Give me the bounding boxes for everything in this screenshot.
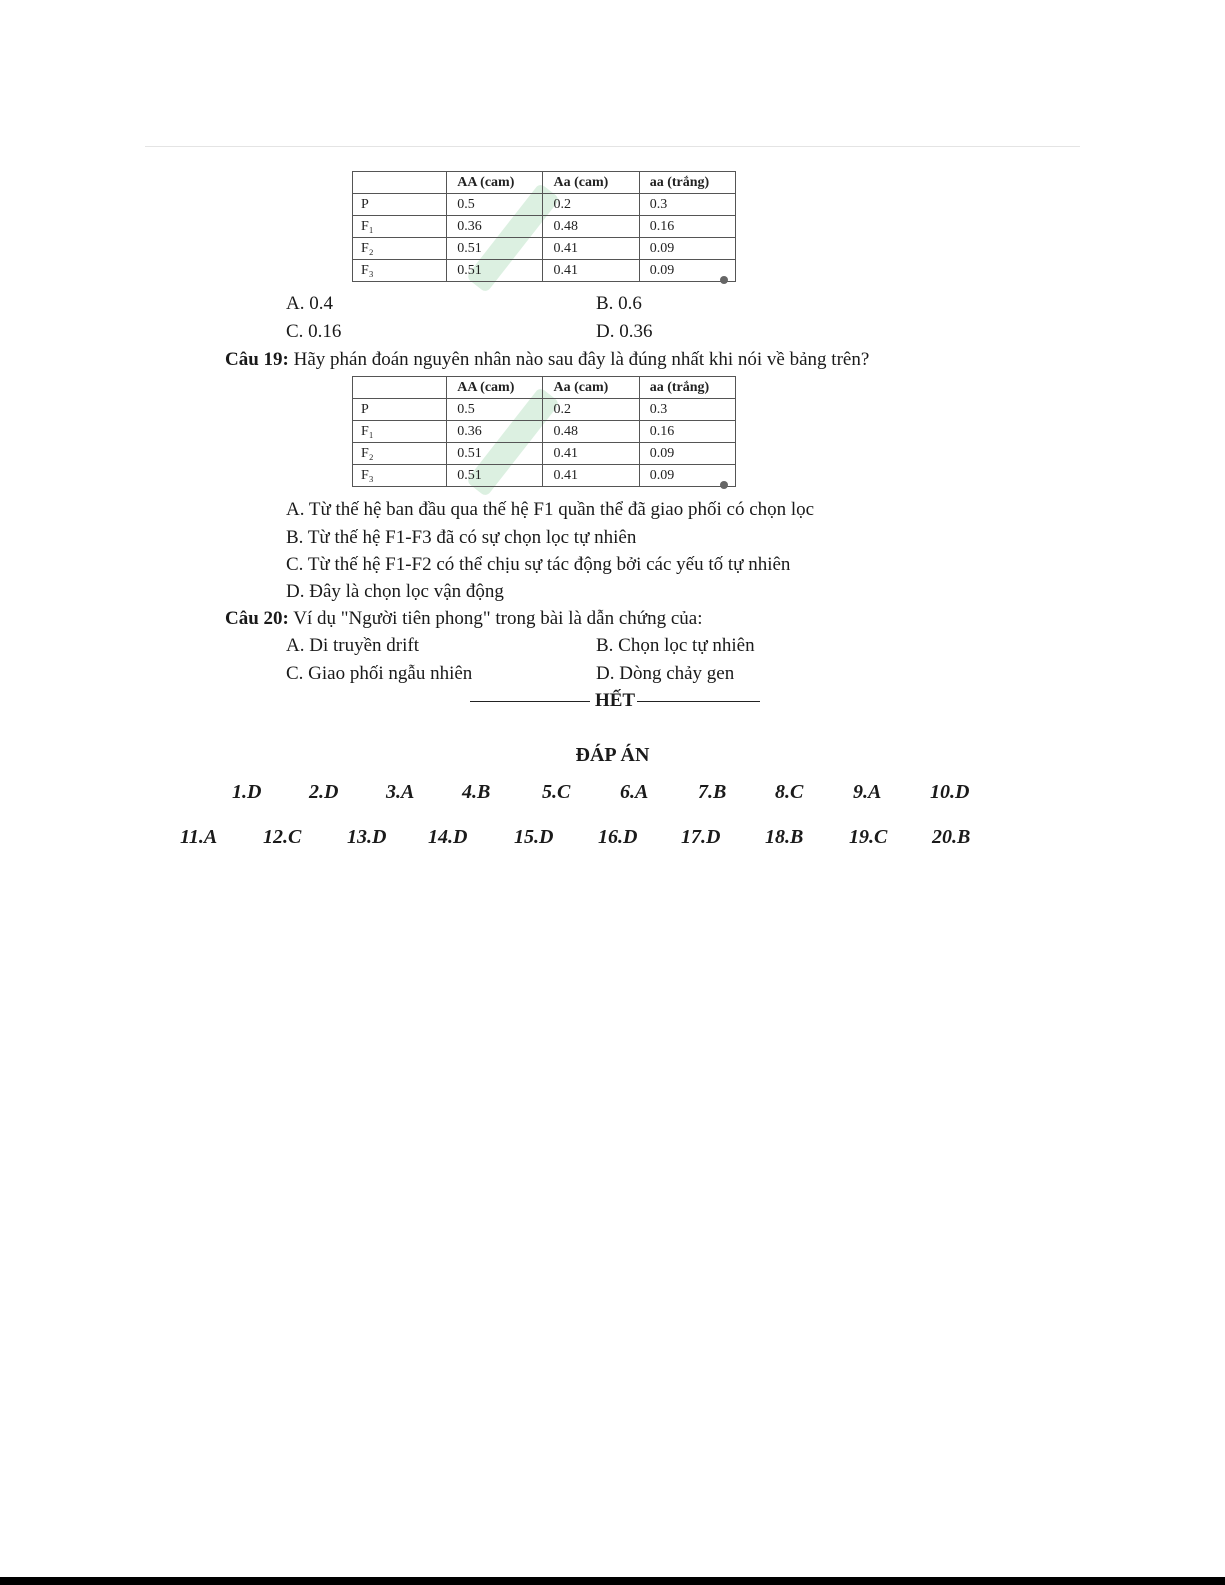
table-row xyxy=(353,194,736,216)
q20-label: Câu 20: xyxy=(225,608,289,629)
answer-item: 17.D xyxy=(681,826,721,848)
table-cell: F₃ xyxy=(353,260,447,282)
answer-item: 12.C xyxy=(263,826,302,848)
table-cell: 0.41 xyxy=(543,443,639,465)
table-cell: P xyxy=(353,399,447,421)
table-header-cell: aa (trắng) xyxy=(639,172,735,194)
table-cell: F₁ xyxy=(353,421,447,443)
table-cell: 0.51 xyxy=(447,465,543,487)
table-cell: 0.48 xyxy=(543,216,639,238)
table-cell: 0.51 xyxy=(447,260,543,282)
table-header-cell: Aa (cam) xyxy=(543,172,639,194)
table-header-cell: AA (cam) xyxy=(447,377,543,399)
bottom-bar xyxy=(0,1577,1225,1585)
answer-item: 19.C xyxy=(849,826,888,848)
table-cell: 0.09 xyxy=(639,238,735,260)
answer-item: 20.B xyxy=(932,826,971,848)
answer-item: 4.B xyxy=(462,781,491,803)
table-cell: F₁ xyxy=(353,216,447,238)
q18-option-b: B. 0.6 xyxy=(596,293,642,314)
end-marker xyxy=(470,690,760,714)
table-row xyxy=(353,421,736,443)
q19-option-c: C. Từ thế hệ F1-F2 có thể chịu sự tác động bởi các yếu tố tự nhiên xyxy=(286,554,791,575)
table-cell: 0.51 xyxy=(447,443,543,465)
table-header-row xyxy=(353,172,736,194)
table-cell: 0.5 xyxy=(447,399,543,421)
q19-option-a: A. Từ thế hệ ban đầu qua thế hệ F1 quần thể đã giao phối có chọn lọc xyxy=(286,499,815,520)
q20-option-c: C. Giao phối ngẫu nhiên xyxy=(286,663,473,684)
top-divider xyxy=(145,146,1080,147)
table-cell: F₂ xyxy=(353,238,447,260)
table-cell: 0.3 xyxy=(639,194,735,216)
table-cell: P xyxy=(353,194,447,216)
answer-item: 16.D xyxy=(598,826,638,848)
table-cell: 0.09 xyxy=(639,260,735,282)
q18-option-a: A. 0.4 xyxy=(286,293,333,314)
answer-item: 3.A xyxy=(386,781,415,803)
table-header-cell: aa (trắng) xyxy=(639,377,735,399)
genotype-table-2 xyxy=(352,376,736,487)
q19-option-d: D. Đây là chọn lọc vận động xyxy=(286,581,504,602)
table-row xyxy=(353,260,736,282)
table-header-cell xyxy=(353,172,447,194)
answer-item: 5.C xyxy=(542,781,571,803)
q20-question xyxy=(225,607,702,631)
watermark-dot xyxy=(720,276,728,284)
answer-item: 10.D xyxy=(930,781,970,803)
table-cell: 0.36 xyxy=(447,421,543,443)
table-header-cell xyxy=(353,377,447,399)
table-cell: 0.5 xyxy=(447,194,543,216)
q20-option-d: D. Dòng chảy gen xyxy=(596,663,735,684)
q20-option-a: A. Di truyền drift xyxy=(286,635,419,656)
q18-option-c: C. 0.16 xyxy=(286,321,342,342)
answers-title: ĐÁP ÁN xyxy=(575,744,650,766)
end-label: HẾT xyxy=(594,690,636,711)
q18-option-d: D. 0.36 xyxy=(596,321,653,342)
table-cell: 0.41 xyxy=(543,260,639,282)
table-cell: 0.3 xyxy=(639,399,735,421)
answer-item: 11.A xyxy=(180,826,218,848)
answer-item: 14.D xyxy=(428,826,468,848)
table-cell: 0.16 xyxy=(639,421,735,443)
table-cell: 0.41 xyxy=(543,238,639,260)
table-row xyxy=(353,216,736,238)
answer-item: 18.B xyxy=(765,826,804,848)
answer-item: 13.D xyxy=(347,826,387,848)
q19-option-b: B. Từ thế hệ F1-F3 đã có sự chọn lọc tự nhiên xyxy=(286,527,637,548)
table-header-row xyxy=(353,377,736,399)
table-row xyxy=(353,399,736,421)
table-cell: 0.16 xyxy=(639,216,735,238)
table-cell: 0.09 xyxy=(639,443,735,465)
genotype-table-1 xyxy=(352,171,736,282)
watermark-dot xyxy=(720,481,728,489)
answer-item: 2.D xyxy=(309,781,339,803)
table-row xyxy=(353,465,736,487)
answer-item: 9.A xyxy=(853,781,882,803)
end-rule-left xyxy=(470,701,590,702)
table-cell: 0.09 xyxy=(639,465,735,487)
table-header-cell: Aa (cam) xyxy=(543,377,639,399)
answer-item: 6.A xyxy=(620,781,649,803)
table-cell: 0.36 xyxy=(447,216,543,238)
table-cell: 0.51 xyxy=(447,238,543,260)
table-row xyxy=(353,443,736,465)
answer-item: 7.B xyxy=(698,781,727,803)
table-header-cell: AA (cam) xyxy=(447,172,543,194)
answer-item: 1.D xyxy=(232,781,262,803)
end-rule-right xyxy=(634,701,760,702)
table-cell: F₂ xyxy=(353,443,447,465)
q20-text: Ví dụ "Người tiên phong" trong bài là dẫn chứng của: xyxy=(288,608,703,629)
table-cell: 0.2 xyxy=(543,399,639,421)
table-cell: F₃ xyxy=(353,465,447,487)
table-row xyxy=(353,238,736,260)
q19-question xyxy=(225,348,869,372)
table-cell: 0.2 xyxy=(543,194,639,216)
table-cell: 0.41 xyxy=(543,465,639,487)
answer-item: 8.C xyxy=(775,781,804,803)
q19-label: Câu 19: xyxy=(225,349,289,370)
q19-text: Hãy phán đoán nguyên nhân nào sau đây là đúng nhất khi nói về bảng trên? xyxy=(288,349,870,370)
table-cell: 0.48 xyxy=(543,421,639,443)
answer-item: 15.D xyxy=(514,826,554,848)
q20-option-b: B. Chọn lọc tự nhiên xyxy=(596,635,755,656)
